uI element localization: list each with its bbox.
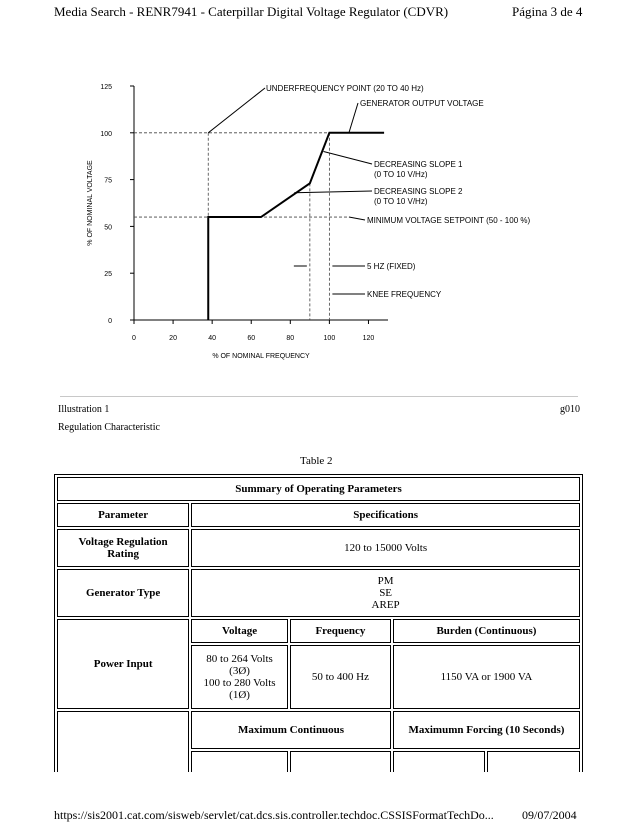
- power-input-burden: 1150 VA or 1900 VA: [393, 645, 580, 709]
- chart-annotation: 5 HZ (FIXED): [367, 262, 416, 271]
- x-tick-label: 20: [169, 335, 177, 342]
- illustration-label: Illustration 1: [58, 404, 110, 415]
- chart-annotation: (0 TO 10 V/Hz): [374, 170, 428, 179]
- series-line: [208, 133, 384, 320]
- illustration-caption: Regulation Characteristic: [58, 422, 160, 433]
- leader-line: [349, 103, 358, 133]
- subheader-max-continuous: Maximum Continuous: [191, 711, 391, 749]
- y-tick-label: 0: [108, 318, 112, 325]
- y-axis-label: % OF NOMINAL VOLTAGE: [87, 160, 94, 246]
- output-cell: [487, 751, 580, 772]
- leader-line: [294, 191, 372, 193]
- y-tick-label: 125: [100, 84, 112, 91]
- output-cell: [191, 751, 288, 772]
- table-title: Table 2: [300, 455, 333, 467]
- y-tick-label: 75: [104, 177, 112, 185]
- table-summary: Summary of Operating Parameters: [57, 477, 580, 501]
- divider: [60, 396, 578, 397]
- leader-line: [208, 88, 265, 133]
- page-number: Página 3 de 4: [512, 4, 583, 19]
- voltage-line: (3Ø): [229, 665, 250, 677]
- param-power-input: Power Input: [57, 619, 189, 709]
- chart-annotation: UNDERFREQUENCY POINT (20 TO 40 Hz): [266, 84, 424, 93]
- param-output-empty: [57, 711, 189, 772]
- power-input-frequency: 50 to 400 Hz: [290, 645, 391, 709]
- value-generator-type: [191, 569, 580, 617]
- output-cell: [393, 751, 486, 772]
- y-tick-label: 25: [104, 271, 112, 279]
- footer-date: 09/07/2004: [522, 808, 577, 822]
- chart-annotation: GENERATOR OUTPUT VOLTAGE: [360, 99, 484, 108]
- param-generator-type: Generator Type: [57, 569, 189, 617]
- y-tick-label: 50: [104, 224, 112, 232]
- header-specifications: Specifications: [191, 503, 580, 527]
- document-title: Media Search - RENR7941 - Caterpillar Digital Voltage Regulator (CDVR): [54, 4, 449, 19]
- leader-line: [349, 217, 365, 220]
- illustration-code: g010: [560, 404, 580, 415]
- regulation-chart: [70, 72, 550, 372]
- subheader-voltage: Voltage: [191, 619, 288, 643]
- chart-annotation: MINIMUM VOLTAGE SETPOINT (50 - 100 %): [367, 216, 531, 225]
- footer-url: https://sis2001.cat.com/sisweb/servlet/cat.dcs.sis.controller.techdoc.CSSISFormatTechDo...: [54, 808, 494, 822]
- chart-annotation: (0 TO 10 V/Hz): [374, 197, 428, 206]
- x-tick-label: 100: [323, 335, 336, 342]
- subheader-frequency: Frequency: [290, 619, 391, 643]
- operating-parameters-table: [54, 474, 583, 772]
- x-tick-label: 0: [132, 335, 136, 342]
- leader-line: [324, 152, 372, 164]
- output-cell: [290, 751, 391, 772]
- value-voltage-regulation: 120 to 15000 Volts: [191, 529, 580, 567]
- power-input-voltage: [191, 645, 288, 709]
- y-tick-label: 100: [100, 130, 112, 138]
- generator-type-se: SE: [379, 587, 393, 599]
- x-axis-label: % OF NOMINAL FREQUENCY: [212, 353, 310, 360]
- x-tick-label: 60: [247, 335, 256, 342]
- voltage-line: (1Ø): [229, 689, 250, 701]
- param-voltage-regulation: Voltage Regulation Rating: [57, 529, 189, 567]
- generator-type-arep: AREP: [371, 599, 400, 611]
- voltage-line: 80 to 264 Volts: [206, 653, 273, 665]
- table-viewport: [50, 470, 590, 772]
- chart-annotation: DECREASING SLOPE 1: [374, 160, 463, 169]
- header-parameter: Parameter: [57, 503, 189, 527]
- chart-annotation: KNEE FREQUENCY: [367, 290, 442, 299]
- x-tick-label: 80: [286, 335, 295, 342]
- voltage-line: 100 to 280 Volts: [203, 677, 276, 689]
- generator-type-pm: PM: [377, 575, 394, 587]
- x-tick-label: 120: [362, 335, 375, 342]
- x-tick-label: 40: [208, 335, 217, 342]
- chart-annotation: DECREASING SLOPE 2: [374, 187, 463, 196]
- subheader-max-forcing: Maximumn Forcing (10 Seconds): [393, 711, 580, 749]
- subheader-burden: Burden (Continuous): [393, 619, 580, 643]
